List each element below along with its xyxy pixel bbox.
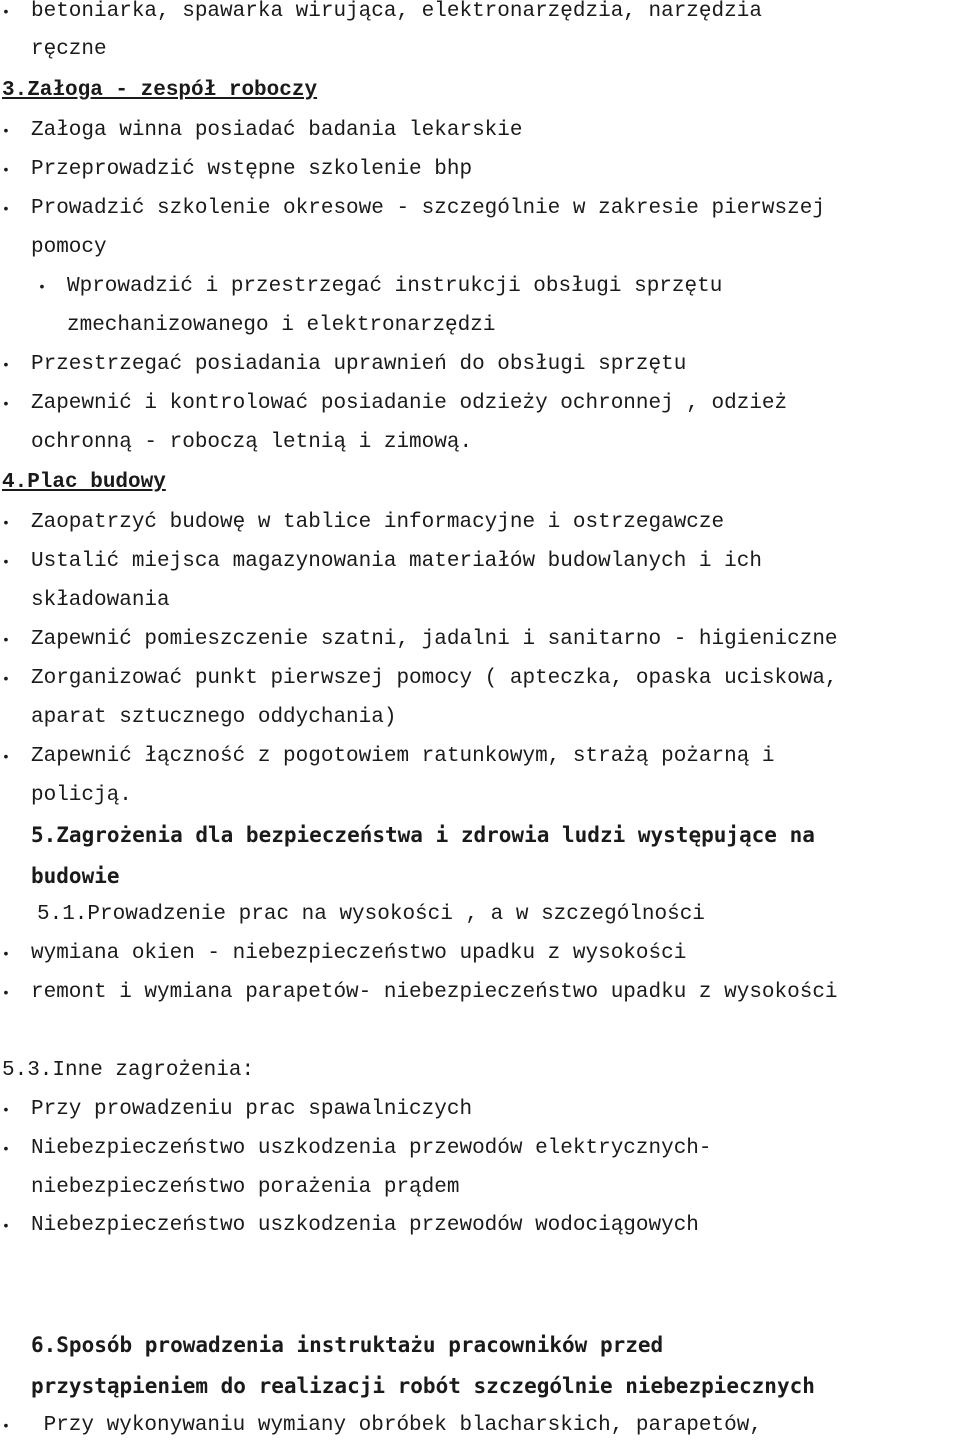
line-text: Niebezpieczeństwo uszkodzenia przewodów elektrycznych- [31,1137,712,1160]
line-text: składowania [31,589,170,612]
line-text: Zapewnić łączność z pogotowiem ratunkowym, strażą pożarną i [31,745,775,768]
line-text: Zapewnić pomieszczenie szatni, jadalni i sanitarno - higieniczne [31,628,838,651]
bullet-icon [0,665,12,694]
bullet-icon [0,743,12,772]
line-text: pomocy [31,236,107,259]
line-text: Wprowadzić i przestrzegać instrukcji obsługi sprzętu [67,275,723,298]
line-text: Ustalić miejsca magazynowania materiałów budowlanych i ich [31,550,762,573]
section-heading-text: 4.Plac budowy [2,471,166,494]
bullet-icon [0,1412,12,1441]
section-heading-text: 6.Sposób prowadzenia instruktażu pracowników przed [31,1333,664,1357]
bullet-icon [0,1096,12,1125]
subsection-heading-text: 5.1.Prowadzenie prac na wysokości , a w szczególności [37,903,705,926]
line-text: aparat sztucznego oddychania) [31,706,397,729]
bullet-icon [36,273,48,302]
line-text: Przy prowadzeniu prac spawalniczych [31,1098,473,1121]
bullet-icon [0,0,12,27]
line-text: Zapewnić i kontrolować posiadanie odzieży ochronnej , odzież [31,392,788,415]
bullet-icon [0,626,12,655]
bullet-icon [0,509,12,538]
line-text: ochronną - roboczą letnią i zimową. [31,431,473,454]
line-text: betoniarka, spawarka wirująca, elektronarzędzia, narzędzia [31,0,762,23]
line-text: remont i wymiana parapetów- niebezpieczeństwo upadku z wysokości [31,981,838,1004]
bullet-icon [0,940,12,969]
line-text: ręczne [31,38,107,61]
line-text: Załoga winna posiadać badania lekarskie [31,119,523,142]
line-text: Przy wykonywaniu wymiany obróbek blacharskich, parapetów, [31,1414,762,1437]
section-heading-text: budowie [31,864,120,888]
bullet-icon [0,1212,12,1241]
bullet-icon [0,390,12,419]
bullet-icon [0,117,12,146]
line-text: Prowadzić szkolenie okresowe - szczególnie w zakresie pierwszej [31,197,825,220]
bullet-icon [0,156,12,185]
bullet-icon [0,195,12,224]
subsection-heading-text: 5.3.Inne zagrożenia: [2,1059,255,1082]
line-text: wymiana okien - niebezpieczeństwo upadku z wysokości [31,942,687,965]
section-heading-text: przystąpieniem do realizacji robót szczególnie niebezpiecznych [31,1374,815,1398]
bullet-icon [0,1135,12,1164]
line-text: Przeprowadzić wstępne szkolenie bhp [31,158,473,181]
line-text: niebezpieczeństwo porażenia prądem [31,1176,460,1199]
line-text: Przestrzegać posiadania uprawnień do obsługi sprzętu [31,353,687,376]
line-text: zmechanizowanego i elektronarzędzi [67,314,496,337]
line-text: Zaopatrzyć budowę w tablice informacyjne i ostrzegawcze [31,511,725,534]
line-text: Zorganizować punkt pierwszej pomocy ( apteczka, opaska uciskowa, [31,667,838,690]
bullet-icon [0,979,12,1008]
bullet-icon [0,351,12,380]
line-text: Niebezpieczeństwo uszkodzenia przewodów wodociągowych [31,1214,699,1237]
bullet-icon [0,548,12,577]
line-text: policją. [31,784,132,807]
section-heading-text: 5.Zagrożenia dla bezpieczeństwa i zdrowia ludzi występujące na [31,823,815,847]
section-heading-text: 3.Załoga - zespół roboczy [2,79,318,102]
